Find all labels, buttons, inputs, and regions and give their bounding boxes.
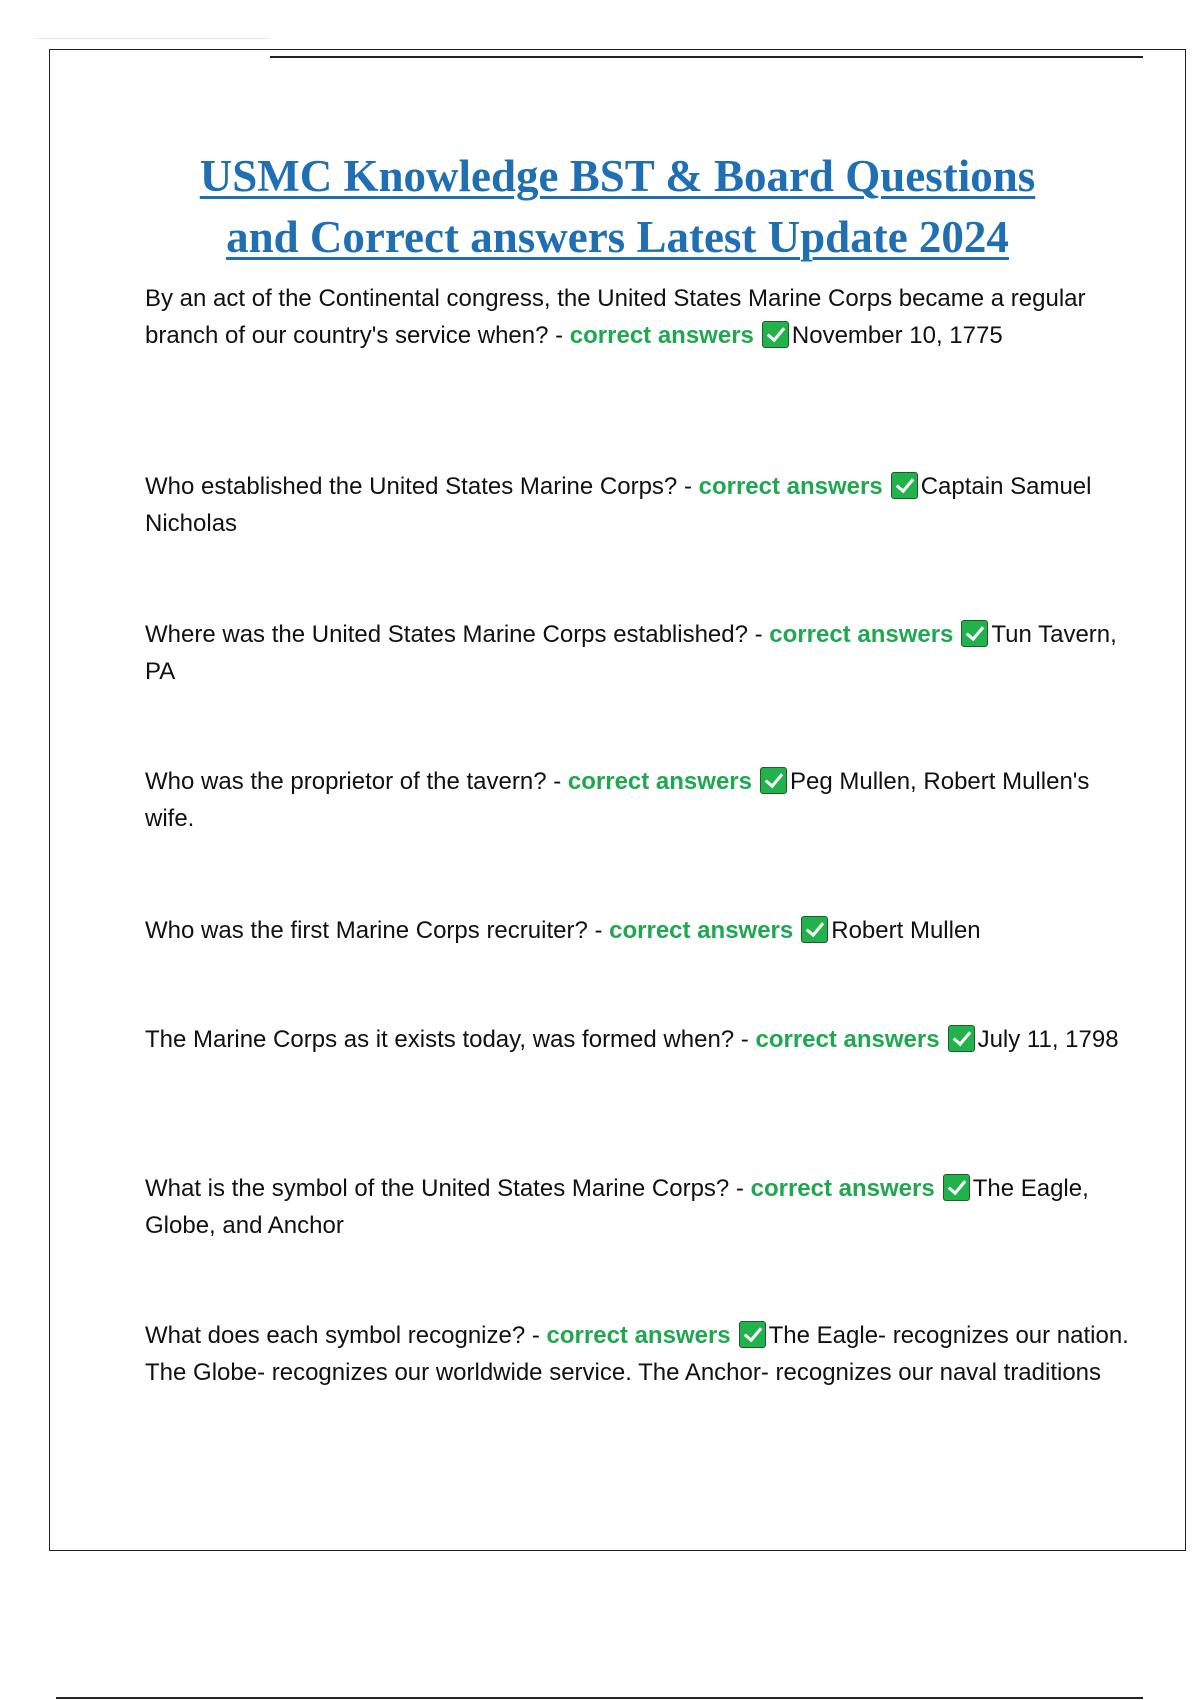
question-answer-separator: - [546,768,568,795]
question-answer-separator: - [677,473,699,500]
correct-answers-label: correct answers [698,473,883,500]
document-title-line-1: USMC Knowledge BST & Board Questions [199,151,1036,201]
page-bottom-rule [56,1697,1143,1699]
answer-text: July 11, 1798 [977,1026,1119,1053]
answer-text: Robert Mullen [831,917,981,944]
correct-answers-label: correct answers [755,1026,940,1053]
correct-answers-label: correct answers [769,621,954,648]
qa-item-7 [145,1170,1135,1244]
question-text: Who established the United States Marine Corps? [145,473,678,500]
check-mark-button-icon [762,321,789,348]
check-mark-button-icon [760,767,787,794]
question-text: What is the symbol of the United States Marine Corps? [145,1175,730,1202]
question-answer-separator: - [747,621,770,648]
document-title [50,146,1185,268]
correct-answers-label: correct answers [546,1322,731,1349]
qa-item-4 [145,763,1135,837]
answer-text: The Eagle- recognizes our nation. The Globe- recognizes our worldwide service. The Anchor- recognizes our naval traditions [145,1322,1129,1386]
question-text: Who was the first Marine Corps recruiter? [145,917,588,944]
check-mark-button-icon [961,620,988,647]
correct-answers-label: correct answers [569,322,754,349]
qa-item-5 [145,912,1135,949]
question-text: Where was the United States Marine Corps established? [145,621,748,648]
question-answer-separator: - [587,917,610,944]
correct-answers-label: correct answers [750,1175,935,1202]
question-answer-separator: - [734,1026,756,1053]
question-answer-separator: - [729,1175,751,1202]
answer-text: Tun Tavern, PA [145,621,1117,685]
answer-text: November 10, 1775 [791,322,1003,349]
document-frame [49,49,1186,1551]
check-mark-button-icon [948,1025,975,1052]
answer-text: Peg Mullen, Robert Mullen's wife. [145,768,1090,832]
qa-item-1 [145,280,1135,354]
check-mark-button-icon [739,1321,766,1348]
answer-text: Captain Samuel Nicholas [145,473,1092,537]
answer-text: The Eagle, Globe, and Anchor [145,1175,1089,1239]
qa-item-3 [145,616,1135,690]
document-title-line-2: and Correct answers Latest Update 2024 [226,212,1009,262]
check-mark-button-icon [891,472,918,499]
correct-answers-label: correct answers [609,917,794,944]
question-text: What does each symbol recognize? [145,1322,526,1349]
question-text: The Marine Corps as it exists today, was formed when? [145,1026,735,1053]
qa-item-2 [145,468,1135,542]
check-mark-button-icon [943,1174,970,1201]
page-top-faint-rule [36,38,270,39]
correct-answers-label: correct answers [567,768,752,795]
check-mark-button-icon [801,916,828,943]
question-text: Who was the proprietor of the tavern? [145,768,547,795]
question-answer-separator: - [525,1322,547,1349]
qa-item-8 [145,1317,1135,1391]
frame-top-rule [270,56,1143,58]
question-answer-separator: - [548,322,570,349]
qa-item-6 [145,1021,1135,1058]
question-text: By an act of the Continental congress, the United States Marine Corps became a regular branch of our country's service when? [145,285,1086,349]
